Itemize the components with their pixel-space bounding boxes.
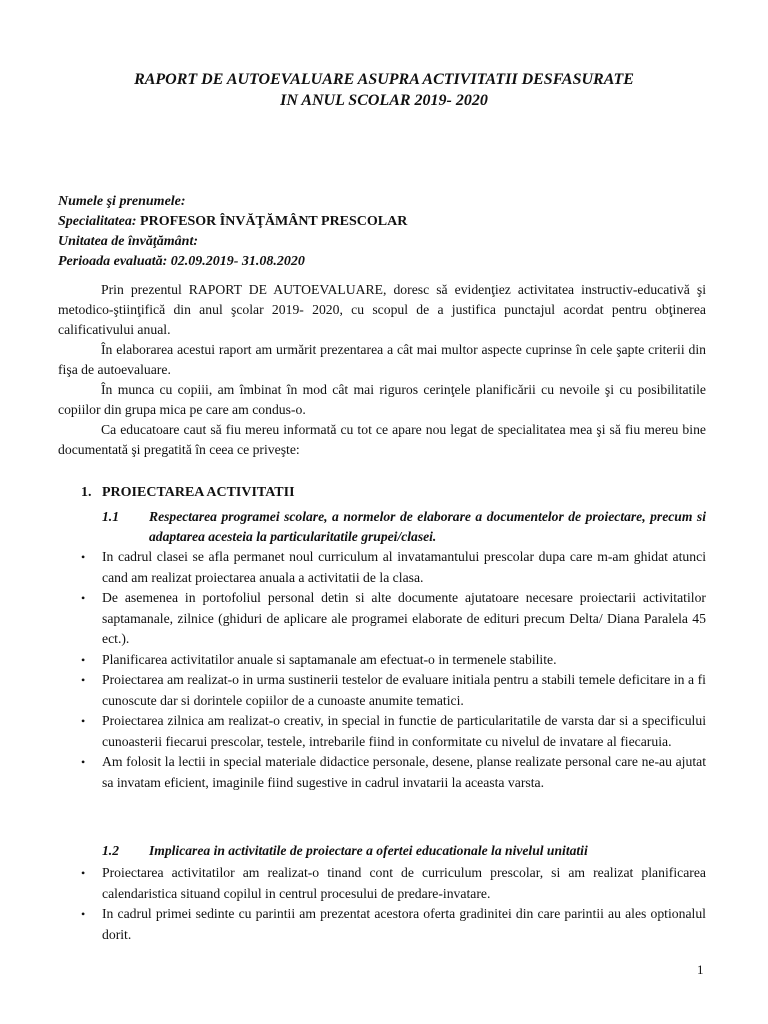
- list-item-text: Proiectarea am realizat-o in urma sustinerii testelor de evaluare initiala pentru a stabili temele deficitare in a fi cunoscute dar si dorintele copiilor de a cunoaste anumite tematici.: [102, 672, 706, 708]
- subsection-number: 1.1: [102, 509, 119, 524]
- identification-block: [58, 192, 407, 272]
- intro-text: [58, 280, 706, 460]
- list-item: [81, 752, 706, 793]
- list-item-text: In cadrul clasei se afla permanet noul curriculum al invatamantului prescolar dupa care m-am ghidat atunci cand am realizat proiectarea anuala a activitatii de la clasa.: [102, 549, 706, 585]
- specialty-value: PROFESOR ÎNVĂŢĂMÂNT PRESCOLAR: [140, 214, 408, 229]
- subsection-heading-1-2: [102, 841, 706, 861]
- page-number: 1: [697, 962, 704, 977]
- list-item: [81, 670, 706, 711]
- bullet-list-1-2: [81, 863, 706, 945]
- unit-label: Unitatea de învăţământ:: [58, 234, 198, 249]
- subsection-title: Implicarea in activitatile de proiectare a ofertei educationale la nivelul unitatii: [149, 843, 588, 858]
- intro-paragraph: Prin prezentul RAPORT DE AUTOEVALUARE, doresc să evidenţiez activitatea instructiv-educativă şi metodico-ştiinţifică din anul şcolar 2019- 2020, cu scopul de a justifica punctajul acordat pentru obţinerea calificativului anual.: [58, 282, 706, 337]
- specialty-line: [58, 212, 407, 232]
- title-line-1: RAPORT DE AUTOEVALUARE ASUPRA ACTIVITATII DESFASURATE: [134, 71, 634, 88]
- title-line-2: IN ANUL SCOLAR 2019- 2020: [280, 92, 488, 109]
- list-item: [81, 547, 706, 588]
- document-title: [60, 69, 708, 111]
- period-line: [58, 252, 407, 272]
- subsection-number: 1.2: [102, 843, 119, 858]
- bullet-icon: •: [81, 591, 86, 605]
- period-label: Perioada evaluată:: [58, 254, 168, 269]
- intro-paragraph: În munca cu copiii, am îmbinat în mod cât mai riguros cerinţele planificării cu nevoile şi cu posibilitatile copiilor din grupa mica pe care am condus-o.: [58, 382, 706, 417]
- bullet-icon: •: [81, 652, 86, 667]
- period-value: 02.09.2019- 31.08.2020: [170, 254, 305, 269]
- bullet-icon: •: [81, 673, 86, 687]
- intro-paragraph: În elaborarea acestui raport am urmărit prezentarea a cât mai multor aspecte cuprinse în cele şapte criterii din fişa de autoevaluare.: [58, 342, 706, 377]
- bullet-icon: •: [81, 550, 86, 564]
- subsection-heading-1-1: [102, 507, 706, 547]
- list-item: [81, 863, 706, 904]
- list-item: [81, 904, 706, 945]
- name-label: Numele şi prenumele:: [58, 194, 186, 209]
- bullet-icon: •: [81, 866, 86, 880]
- section-number: 1.: [81, 485, 92, 500]
- bullet-list-1-1: [81, 547, 706, 793]
- section-title: PROIECTAREA ACTIVITATII: [102, 485, 295, 500]
- subsection-title: Respectarea programei scolare, a normelor de elaborare a documentelor de proiectare, precum si adaptarea acesteia la particularitatile grupei/clasei.: [149, 509, 706, 544]
- list-item-text: Proiectarea zilnica am realizat-o creativ, in special in functie de particularitatile de varsta dar si a specificului cunoasterii fiecarui prescolar, testele, intrebarile fiind in conformitate cu nivelul de invatare al fiecaruia.: [102, 713, 706, 749]
- list-item-text: In cadrul primei sedinte cu parintii am prezentat acestora oferta gradinitei din care parintii au ales optionalul dorit.: [102, 906, 706, 942]
- list-item-text: Planificarea activitatilor anuale si saptamanale am efectuat-o in termenele stabilite.: [102, 651, 557, 667]
- section-heading: [81, 485, 295, 501]
- list-item: [81, 711, 706, 752]
- intro-paragraph: Ca educatoare caut să fiu mereu informată cu tot ce apare nou legat de specialitatea mea şi să fiu mereu bine documentată şi pregatită în ceea ce priveşte:: [58, 422, 706, 457]
- bullet-icon: •: [81, 714, 86, 728]
- list-item-text: Am folosit la lectii in special materiale didactice personale, desene, planse realizate personal care ne-au ajutat sa invatam eficient, imaginile fiind sugestive in cadrul invatarii la aceasta varsta.: [102, 754, 706, 790]
- list-item-text: Proiectarea activitatilor am realizat-o tinand cont de curriculum prescolar, si am realizat planificarea calendaristica situand copilul in centrul procesului de predare-invatare.: [102, 865, 706, 901]
- list-item-text: De asemenea in portofoliul personal detin si alte documente ajutatoare necesare proiectarii activitatilor saptamanale, zilnice (ghiduri de aplicare ale programei elaborate de edituri precum Delta/ Diana Paralela 45 ect.).: [102, 590, 706, 646]
- bullet-icon: •: [81, 907, 86, 921]
- list-item: [81, 588, 706, 650]
- list-item: [81, 650, 706, 671]
- specialty-label: Specialitatea:: [58, 214, 137, 229]
- bullet-icon: •: [81, 755, 86, 769]
